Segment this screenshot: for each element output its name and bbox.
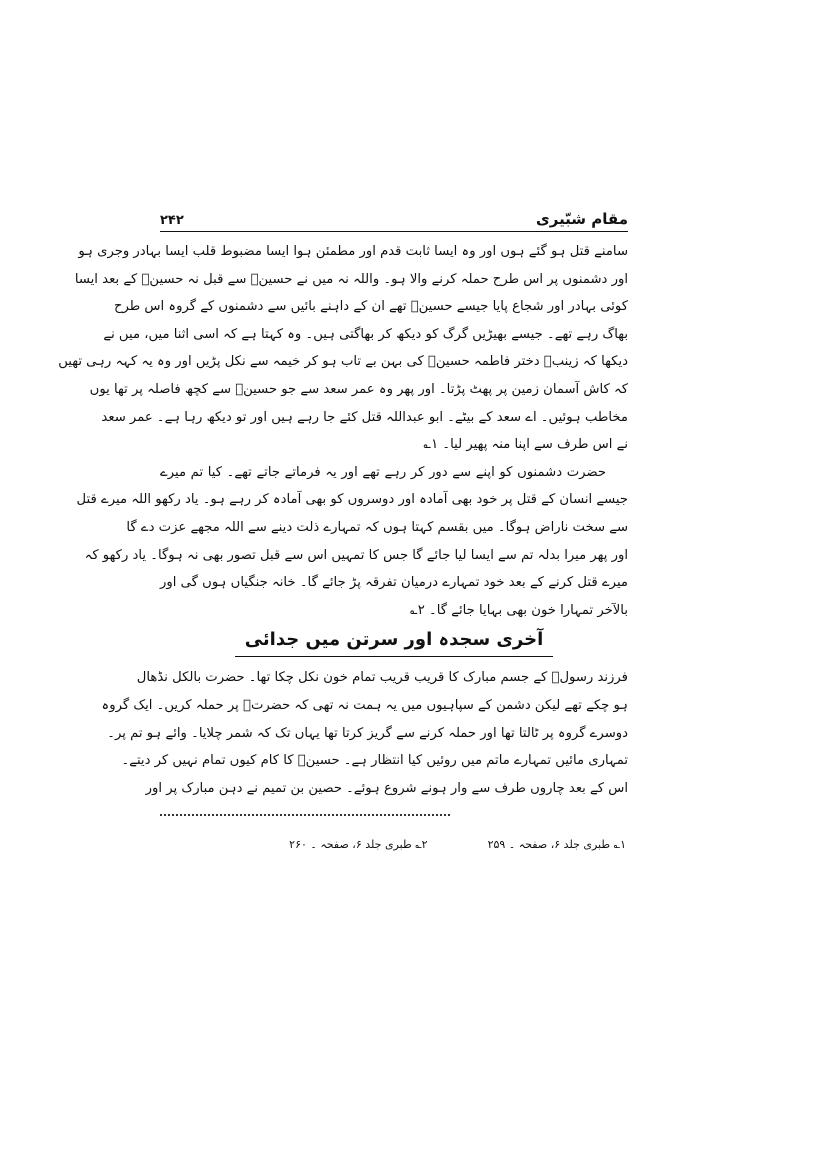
paragraph-1 <box>58 238 628 459</box>
text-line: دیکھا کہ زینبؑ دختر فاطمہ حسینؑ کی بہن بے تاب ہو کر خیمہ سے نکل پڑیں اور وہ یہ کہہ رہی تھیں <box>58 354 628 370</box>
text-line: سے سخت ناراض ہوگا۔ میں بقسم کہتا ہوں کہ تمہارے ذلت دینے سے اللہ مجھے عزت دے گا <box>126 519 628 535</box>
paragraph-3 <box>101 664 628 802</box>
text-line: کہ کاش آسمان زمین پر پھٹ پڑتا۔ اور پھر وہ عمر سعد سے جو حسینؑ سے کچھ فاصلہ پر تھا یوں <box>89 381 628 397</box>
text-line: فرزند رسولؐ کے جسم مبارک کا قریب قریب تمام خون نکل چکا تھا۔ حضرت بالکل نڈھال <box>136 670 628 686</box>
page-header <box>160 200 628 228</box>
footnote-2: ۲؎ طبری جلد ۶، صفحہ ۔ ۲۶۰ <box>289 838 428 852</box>
text-line: اور پھر میرا بدلہ تم سے ایسا لیا جائے گا جس کا تمہیں اس سے قبل تصور بھی نہ ہوگا۔ یاد رکھو کہ <box>84 547 628 563</box>
paragraph-2 <box>76 459 628 625</box>
text-line: اور دشمنوں پر اس طرح حملہ کرنے والا ہو۔ واللہ نہ میں نے حسینؑ سے قبل نہ حسینؑ کے بعد ایسا <box>74 271 628 287</box>
text-line: مخاطب ہوئیں۔ اے سعد کے بیٹے۔ ابو عبداللہ قتل کئے جا رہے ہیں اور تو دیکھ رہا ہے۔ عمر سعد <box>101 409 628 425</box>
text-line: تمہاری مائیں تمہارے ماتم میں روئیں کیا انتظار ہے۔ حسینؑ کا کام کیوں تمام نہیں کر دیتے۔ <box>121 753 628 769</box>
text-line: بھاگ رہے تھے۔ جیسے بھیڑیں گرگ کو دیکھ کر بھاگتی ہیں۔ وہ کہتا ہے کہ اسی اثنا میں، میں نے <box>103 326 628 342</box>
section-heading-wrap <box>160 624 628 664</box>
text-line: میرے قتل کرنے کے بعد خود تمہارے درمیان تفرقہ پڑ جائے گا۔ خانہ جنگیاں ہوں گی اور <box>160 575 628 591</box>
text-line: ہو چکے تھے لیکن دشمن کے سپاہیوں میں یہ ہمت نہ تھی کہ حضرتؑ پر حملہ کریں۔ ایک گروہ <box>101 697 628 713</box>
header-rule <box>160 231 628 232</box>
text-line: نے اس طرف سے اپنا منہ پھیر لیا۔ ۱؎ <box>423 437 628 453</box>
text-line: بالآخر تمہارا خون بھی بہایا جائے گا۔ ۲؎ <box>410 602 628 618</box>
text-line: سامنے قتل ہو گئے ہوں اور وہ ایسا ثابت قدم اور مطمئن ہوا ایسا مضبوط قلب ایسا بہادر وجری ہو <box>78 244 628 259</box>
book-page <box>58 200 628 852</box>
section-heading: آخری سجدہ اور سرتن میں جدائی <box>235 624 554 657</box>
text-line: جیسے انسان کے قتل پر خود بھی آمادہ اور دوسروں کو بھی آمادہ کر رہے ہو۔ یاد رکھو اللہ میرے قتل <box>76 492 628 508</box>
page-number: ۲۴۲ <box>160 213 184 228</box>
text-line: حضرت دشمنوں کو اپنے سے دور کر رہے تھے اور یہ فرماتے جاتے تھے۔ کیا تم میرے <box>160 464 606 480</box>
footnotes <box>160 838 628 851</box>
footnote-1: ۱؎ طبری جلد ۶، صفحہ ۔ ۲۵۹ <box>487 838 626 852</box>
text-line: کوئی بہادر اور شجاع پایا جیسے حسینؑ تھے ان کے داہنے بائیں سے دشمنوں کے گروہ اس طرح <box>113 299 628 315</box>
footnote-separator <box>160 814 450 816</box>
book-title: مقام شبّیری <box>535 210 628 228</box>
text-line: اس کے بعد چاروں طرف سے وار ہونے شروع ہوئے۔ حصین بن تمیم نے دہن مبارک پر اور <box>145 780 628 796</box>
text-line: دوسرے گروہ پر ٹالتا تھا اور حملہ کرنے سے گریز کرتا تھا یہاں تک کہ شمر چلایا۔ وائے ہو تم پر۔ <box>107 725 628 741</box>
